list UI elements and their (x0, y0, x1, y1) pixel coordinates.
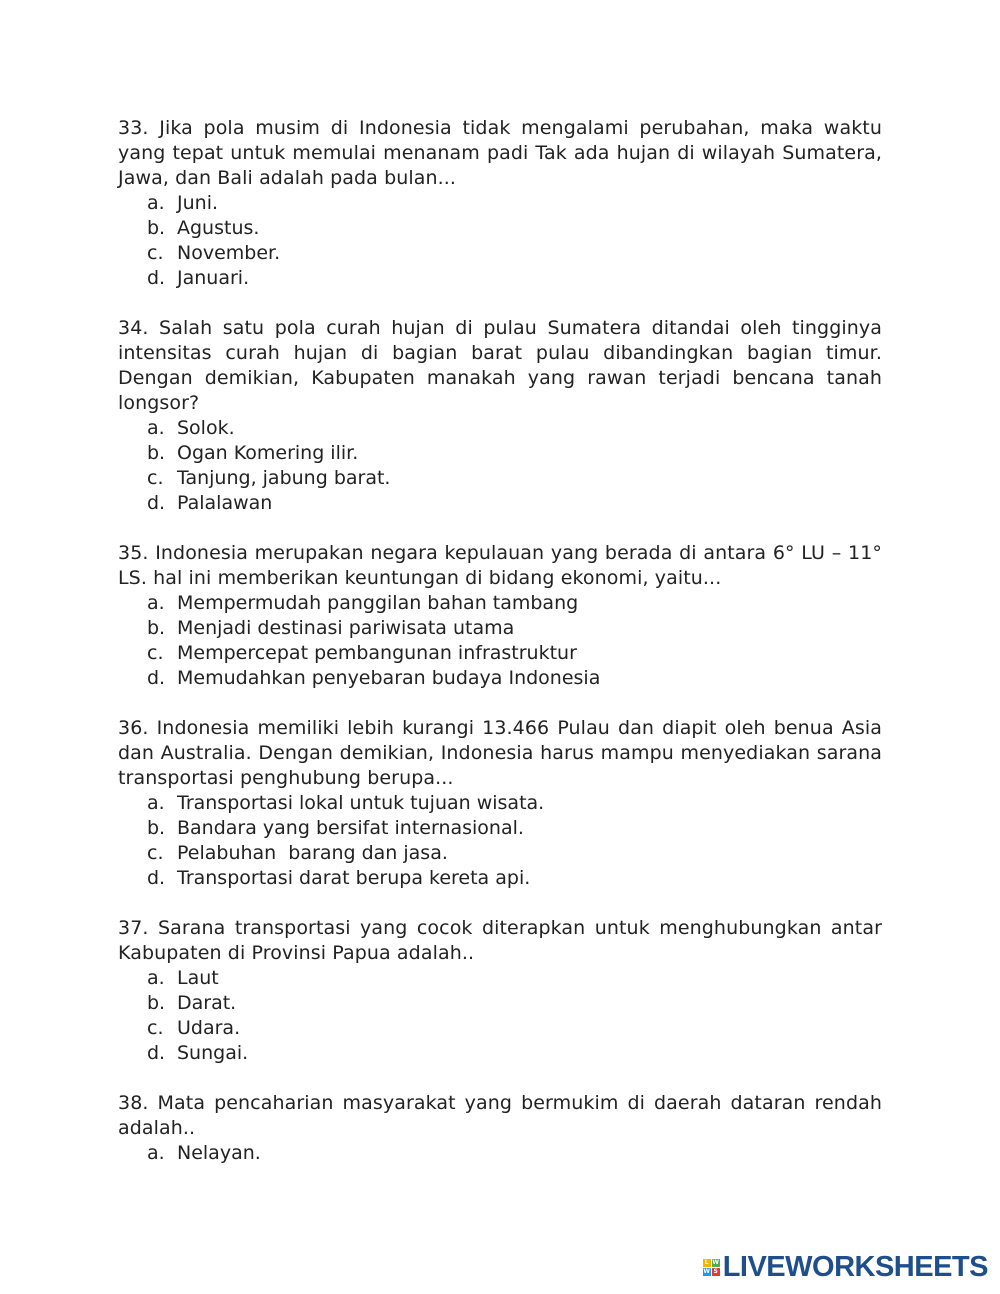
option-text: Transportasi lokal untuk tujuan wisata. (177, 792, 545, 814)
answer-options (118, 191, 882, 291)
question-text: 38. Mata pencaharian masyarakat yang bermukim di daerah dataran rendah adalah.. (118, 1092, 882, 1139)
option-letter: a. (147, 417, 165, 439)
logo-tile: L (703, 1259, 711, 1267)
option-letter: b. (147, 817, 166, 839)
option-letter: d. (147, 267, 166, 289)
option-letter: a. (147, 792, 165, 814)
answer-option[interactable] (147, 866, 882, 891)
option-letter: d. (147, 492, 166, 514)
option-letter: b. (147, 442, 166, 464)
option-letter: c. (147, 842, 164, 864)
option-text: Sungai. (177, 1042, 249, 1064)
option-text: Mempercepat pembangunan infrastruktur (177, 642, 577, 664)
answer-option[interactable] (147, 991, 882, 1016)
option-letter: b. (147, 992, 166, 1014)
option-text: Darat. (177, 992, 237, 1014)
answer-option[interactable] (147, 1041, 882, 1066)
answer-options (118, 966, 882, 1066)
question-text: 34. Salah satu pola curah hujan di pulau Sumatera ditandai oleh tingginya intensitas curah hujan di bagian barat pulau dibandingkan bagian timur. Dengan demikian, Kabupaten manakah yang rawan terjadi bencana tanah longsor? (118, 317, 882, 414)
option-letter: b. (147, 617, 166, 639)
answer-option[interactable] (147, 191, 882, 216)
question-35 (118, 541, 882, 691)
option-text: Menjadi destinasi pariwisata utama (177, 617, 515, 639)
option-text: Ogan Komering ilir. (177, 442, 359, 464)
answer-option[interactable] (147, 241, 882, 266)
answer-option[interactable] (147, 841, 882, 866)
question-text: 35. Indonesia merupakan negara kepulauan yang berada di antara 6° LU – 11° LS. hal ini memberikan keuntungan di bidang ekonomi, yaitu... (118, 542, 882, 589)
question-34 (118, 316, 882, 516)
answer-option[interactable] (147, 591, 882, 616)
answer-options (118, 791, 882, 891)
logo-text: LIVEWORKSHEETS (722, 1251, 988, 1283)
option-letter: b. (147, 217, 166, 239)
logo-tile: W (712, 1259, 719, 1266)
answer-option[interactable] (147, 816, 882, 841)
option-text: Udara. (177, 1017, 241, 1039)
question-38 (118, 1091, 882, 1166)
answer-option[interactable] (147, 791, 882, 816)
option-text: Juni. (177, 192, 219, 214)
option-letter: d. (147, 1042, 166, 1064)
option-letter: d. (147, 667, 166, 689)
option-text: Pelabuhan barang dan jasa. (177, 842, 448, 864)
option-text: Solok. (177, 417, 235, 439)
answer-option[interactable] (147, 266, 882, 291)
option-text: Agustus. (177, 217, 260, 239)
answer-options (118, 1141, 882, 1166)
answer-option[interactable] (147, 491, 882, 516)
question-text: 37. Sarana transportasi yang cocok diterapkan untuk menghubungkan antar Kabupaten di Provinsi Papua adalah.. (118, 917, 882, 964)
option-text: Bandara yang bersifat internasional. (177, 817, 524, 839)
answer-options (118, 591, 882, 691)
answer-option[interactable] (147, 1016, 882, 1041)
logo-grid-icon (703, 1259, 720, 1276)
option-text: Mempermudah panggilan bahan tambang (177, 592, 579, 614)
option-letter: a. (147, 592, 165, 614)
option-letter: a. (147, 192, 165, 214)
option-letter: c. (147, 242, 164, 264)
question-text: 36. Indonesia memiliki lebih kurangi 13.466 Pulau dan diapit oleh benua Asia dan Australia. Dengan demikian, Indonesia harus mampu menyediakan sarana transportasi penghubung berupa... (118, 717, 882, 789)
logo-tile: W (703, 1268, 710, 1275)
option-letter: c. (147, 1017, 164, 1039)
option-letter: c. (147, 467, 164, 489)
option-text: Laut (177, 967, 219, 989)
option-text: Palalawan (177, 492, 273, 514)
answer-option[interactable] (147, 666, 882, 691)
option-text: November. (177, 242, 281, 264)
answer-option[interactable] (147, 441, 882, 466)
option-text: Nelayan. (177, 1142, 261, 1164)
option-text: Transportasi darat berupa kereta api. (177, 867, 531, 889)
option-text: Memudahkan penyebaran budaya Indonesia (177, 667, 601, 689)
logo-tile: S (713, 1268, 718, 1275)
option-letter: a. (147, 967, 165, 989)
answer-option[interactable] (147, 641, 882, 666)
answer-option[interactable] (147, 216, 882, 241)
question-36 (118, 716, 882, 891)
question-text: 33. Jika pola musim di Indonesia tidak mengalami perubahan, maka waktu yang tepat untuk memulai menanam padi Tak ada hujan di wilayah Sumatera, Jawa, dan Bali adalah pada bulan... (118, 117, 882, 189)
option-letter: a. (147, 1142, 165, 1164)
answer-option[interactable] (147, 416, 882, 441)
question-37 (118, 916, 882, 1066)
option-text: Tanjung, jabung barat. (177, 467, 391, 489)
answer-option[interactable] (147, 466, 882, 491)
worksheet-content (118, 116, 882, 1191)
answer-option[interactable] (147, 1141, 882, 1166)
answer-options (118, 416, 882, 516)
question-33 (118, 116, 882, 291)
option-letter: c. (147, 642, 164, 664)
option-text: Januari. (177, 267, 250, 289)
liveworksheets-logo (703, 1251, 988, 1284)
answer-option[interactable] (147, 966, 882, 991)
option-letter: d. (147, 867, 166, 889)
answer-option[interactable] (147, 616, 882, 641)
